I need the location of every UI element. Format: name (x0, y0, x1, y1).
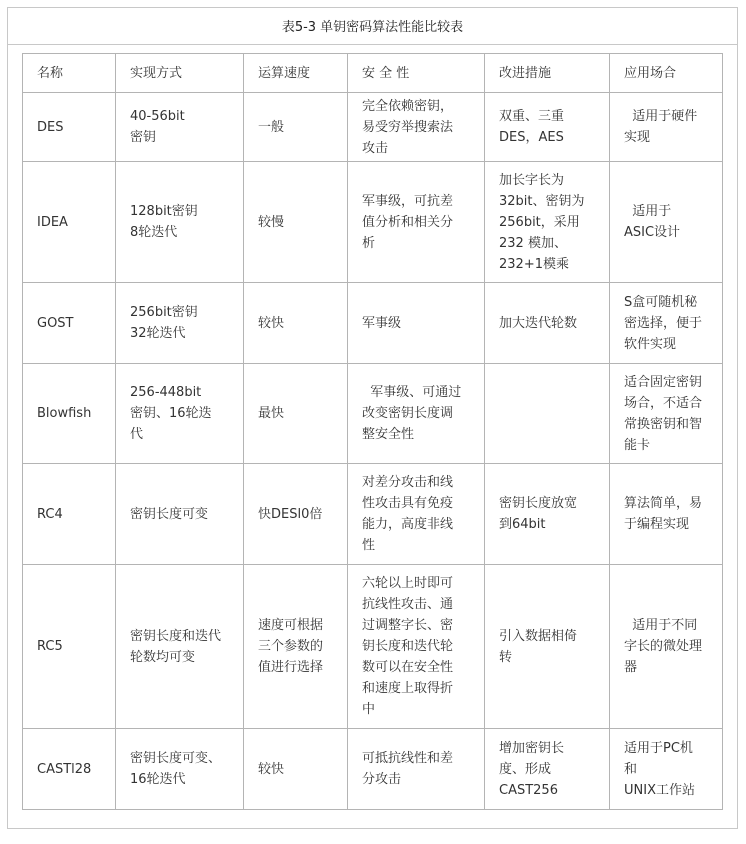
cell-application: 适合固定密钥 场合，不适合 常换密钥和智 能卡 (610, 364, 723, 464)
comparison-table (22, 53, 723, 810)
cell-application: 适用于 ASIC设计 (610, 162, 723, 283)
table-row (23, 565, 723, 729)
cell-security: 军事级，可抗差 值分析和相关分 析 (348, 162, 485, 283)
cell-application: 算法简单，易 于编程实现 (610, 464, 723, 565)
table-row (23, 364, 723, 464)
cell-improvement: 密钥长度放宽 到64bit (485, 464, 610, 565)
header-speed: 运算速度 (244, 54, 348, 93)
table-row (23, 464, 723, 565)
cell-name: Blowfish (23, 364, 116, 464)
cell-implementation: 40-56bit 密钥 (116, 93, 244, 162)
cell-name: CASTl28 (23, 729, 116, 810)
cell-application: 适用于硬件 实现 (610, 93, 723, 162)
table-row (23, 162, 723, 283)
cell-application: S盒可随机秘 密选择，便于 软件实现 (610, 283, 723, 364)
cell-name: IDEA (23, 162, 116, 283)
cell-name: DES (23, 93, 116, 162)
header-implementation: 实现方式 (116, 54, 244, 93)
cell-improvement: 双重、三重 DES，AES (485, 93, 610, 162)
cell-application: 适用于PC机 和 UNIX工作站 (610, 729, 723, 810)
cell-security: 军事级 (348, 283, 485, 364)
cell-implementation: 密钥长度和迭代 轮数均可变 (116, 565, 244, 729)
cell-implementation: 密钥长度可变 (116, 464, 244, 565)
header-name: 名称 (23, 54, 116, 93)
cell-security: 六轮以上时即可 抗线性攻击、通 过调整字长、密 钥长度和迭代轮 数可以在安全性 和速度上取得折 中 (348, 565, 485, 729)
header-improvement: 改进措施 (485, 54, 610, 93)
cell-name: RC5 (23, 565, 116, 729)
cell-implementation: 256bit密钥 32轮迭代 (116, 283, 244, 364)
header-security: 安 全 性 (348, 54, 485, 93)
cell-improvement: 加长字长为 32bit、密钥为 256bit，采用 232 模加、 232+1模乘 (485, 162, 610, 283)
cell-security: 对差分攻击和线 性攻击具有免疫 能力，高度非线 性 (348, 464, 485, 565)
header-application: 应用场合 (610, 54, 723, 93)
cell-improvement: 加大迭代轮数 (485, 283, 610, 364)
cell-implementation: 密钥长度可变、 16轮迭代 (116, 729, 244, 810)
cell-speed: 较慢 (244, 162, 348, 283)
cell-application: 适用于不同 字长的微处理 器 (610, 565, 723, 729)
cell-implementation: 128bit密钥 8轮迭代 (116, 162, 244, 283)
cell-speed: 较快 (244, 729, 348, 810)
table-row (23, 93, 723, 162)
cell-name: RC4 (23, 464, 116, 565)
cell-name: GOST (23, 283, 116, 364)
cell-improvement (485, 364, 610, 464)
cell-security: 完全依赖密钥， 易受穷举搜索法 攻击 (348, 93, 485, 162)
header-row (23, 54, 723, 93)
cell-improvement: 增加密钥长 度、形成 CAST256 (485, 729, 610, 810)
table-caption: 表5-3 单钥密码算法性能比较表 (7, 7, 738, 45)
cell-speed: 一般 (244, 93, 348, 162)
table-row (23, 729, 723, 810)
table-row (23, 283, 723, 364)
cell-implementation: 256-448bit 密钥、16轮迭 代 (116, 364, 244, 464)
cell-improvement: 引入数据相倚 转 (485, 565, 610, 729)
cell-security: 军事级、可通过 改变密钥长度调 整安全性 (348, 364, 485, 464)
cell-speed: 最快 (244, 364, 348, 464)
cell-speed: 较快 (244, 283, 348, 364)
cell-speed: 快DESl0倍 (244, 464, 348, 565)
cell-security: 可抵抗线性和差 分攻击 (348, 729, 485, 810)
cell-speed: 速度可根据 三个参数的 值进行选择 (244, 565, 348, 729)
